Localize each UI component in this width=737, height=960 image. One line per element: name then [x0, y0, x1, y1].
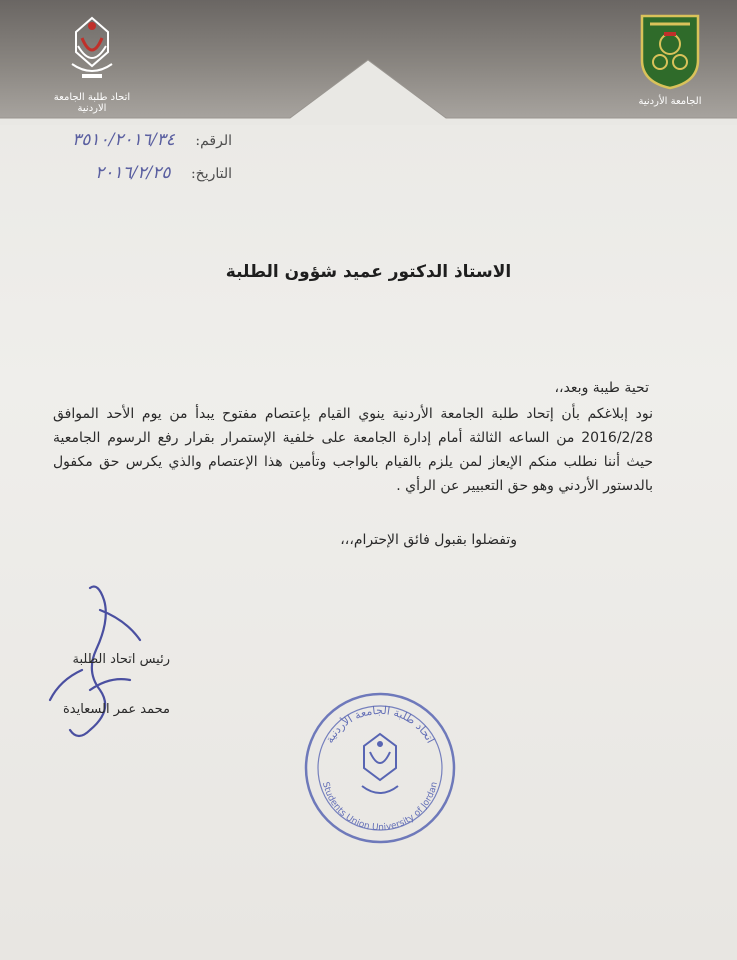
greeting-line: تحية طيبة وبعد،،: [554, 380, 649, 396]
stamp-english-arc: Students Union University of Jordan: [319, 780, 441, 834]
students-union-emblem-icon: [42, 12, 142, 90]
letter-date-label: التاريخ:: [190, 166, 232, 182]
closing-line: وتفضلوا بقبول فائق الإحترام،،،: [340, 532, 517, 548]
reference-number: [72, 130, 232, 150]
official-stamp-icon: [300, 688, 460, 848]
reference-number-value: ٣٥١٠/٢٠١٦/٣٤: [72, 130, 175, 150]
university-caption: الجامعة الأردنية: [638, 96, 702, 107]
addressee-heading: الاستاذ الدكتور عميد شؤون الطلبة: [225, 262, 512, 282]
stamp-arabic-arc: اتحاد طلبة الجامعة الأردنية: [322, 703, 438, 746]
svg-text:Students Union University of J: [320, 781, 440, 833]
university-crest-icon: [620, 10, 720, 90]
students-union-logo: [42, 12, 142, 112]
signatory-name: محمد عمر السعايدة: [62, 702, 170, 717]
signatory-title: رئيس اتحاد الطلبة: [72, 652, 170, 667]
letter-date-value: ٢٠١٦/٢/٢٥: [95, 163, 171, 183]
svg-text:اتحاد طلبة الجامعة الأردنية: [323, 704, 437, 745]
reference-number-label: الرقم:: [195, 133, 232, 149]
university-logo: [620, 10, 720, 115]
students-union-caption: اتحاد طلبة الجامعة الاردنية: [53, 92, 131, 114]
letter-body: نود إبلاغكم بأن إتحاد طلبة الجامعة الأردنية ينوي القيام بإعتصام مفتوح يبدأ من يوم الأحد الموافق 2016/2/28 من الساعه الثالثة أمام إدارة الجامعة على خلفية الإستمرار بقرار رفع الرسوم الجامعية حيث أننا نطلب منكم الإيعاز لمن يلزم بالقيام بالواجب وتأمين هذا الإعتصام والذي يكرس حق مكفول بالدستور الأردني وهو حق التعبيير عن الرأي .: [53, 406, 653, 494]
letter-date: [95, 163, 232, 183]
